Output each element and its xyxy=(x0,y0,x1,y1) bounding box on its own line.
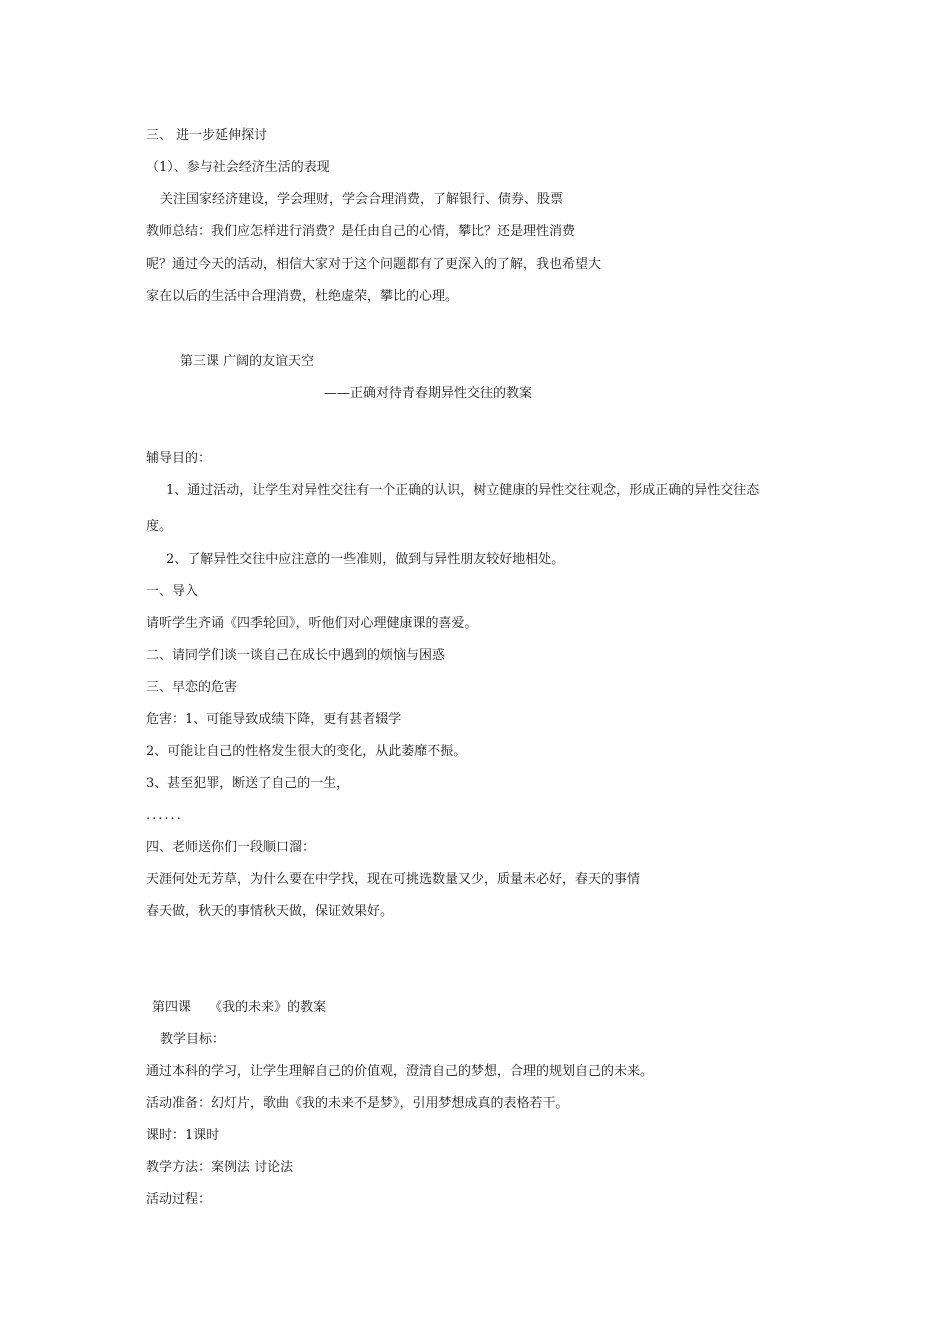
lesson-title: 第四课 《我的未来》的教案 xyxy=(152,1000,327,1015)
paragraph: 活动过程： xyxy=(146,1192,212,1207)
list-item: 危害：1、可能导致成绩下降，更有甚者辍学 xyxy=(146,712,402,727)
paragraph: 教师总结：我们应怎样进行消费？是任由自己的心情，攀比？还是理性消费 xyxy=(146,224,576,239)
sub-heading: （1）、参与社会经济生活的表现 xyxy=(146,160,330,175)
paragraph: 教学方法：案例法 讨论法 xyxy=(146,1160,294,1175)
paragraph: 天涯何处无芳草，为什么要在中学找，现在可挑选数量又少，质量未必好，春天的事情 xyxy=(146,872,641,887)
step-heading: 二、请同学们谈一谈自己在成长中遇到的烦恼与困惑 xyxy=(146,648,446,663)
paragraph: 活动准备：幻灯片，歌曲《我的未来不是梦》，引用梦想成真的表格若干。 xyxy=(146,1096,569,1111)
section-heading: 三、 进一步延伸探讨 xyxy=(146,128,268,143)
lesson-subtitle: ——正确对待青春期异性交往的教案 xyxy=(324,386,533,401)
list-item: 3、甚至犯罪，断送了自己的一生， xyxy=(146,776,350,791)
goal-item-continued: 度。 xyxy=(146,519,173,534)
paragraph: 课时：1课时 xyxy=(146,1128,220,1143)
goal-label: 辅导目的： xyxy=(146,451,212,466)
paragraph: 请听学生齐诵《四季轮回》，听他们对心理健康课的喜爱。 xyxy=(146,616,478,631)
paragraph: 关注国家经济建设，学会理财，学会合理消费，了解银行、债券、股票 xyxy=(160,192,564,207)
goal-item: 2、了解异性交往中应注意的一些准则，做到与异性朋友较好地相处。 xyxy=(166,552,565,567)
step-heading: 四、老师送你们一段顺口溜： xyxy=(146,840,316,855)
paragraph: 家在以后的生活中合理消费，杜绝虚荣，攀比的心理。 xyxy=(146,289,459,304)
step-heading: 一、导入 xyxy=(146,584,199,599)
ellipsis: ...... xyxy=(146,808,183,823)
paragraph: 通过本科的学习，让学生理解自己的价值观，澄清自己的梦想，合理的规划自己的未来。 xyxy=(146,1064,654,1079)
list-item: 2、可能让自己的性格发生很大的变化，从此萎靡不振。 xyxy=(146,744,467,759)
paragraph: 呢？通过今天的活动，相信大家对于这个问题都有了更深入的了解，我也希望大 xyxy=(146,257,602,272)
lesson-title: 第三课 广阔的友谊天空 xyxy=(180,354,315,369)
goal-label: 教学目标： xyxy=(160,1032,226,1047)
paragraph: 春天做，秋天的事情秋天做，保证效果好。 xyxy=(146,904,394,919)
step-heading: 三、早恋的危害 xyxy=(146,680,238,695)
goal-item: 1、通过活动，让学生对异性交往有一个正确的认识，树立健康的异性交往观念，形成正确的异性交往态 xyxy=(166,483,760,498)
